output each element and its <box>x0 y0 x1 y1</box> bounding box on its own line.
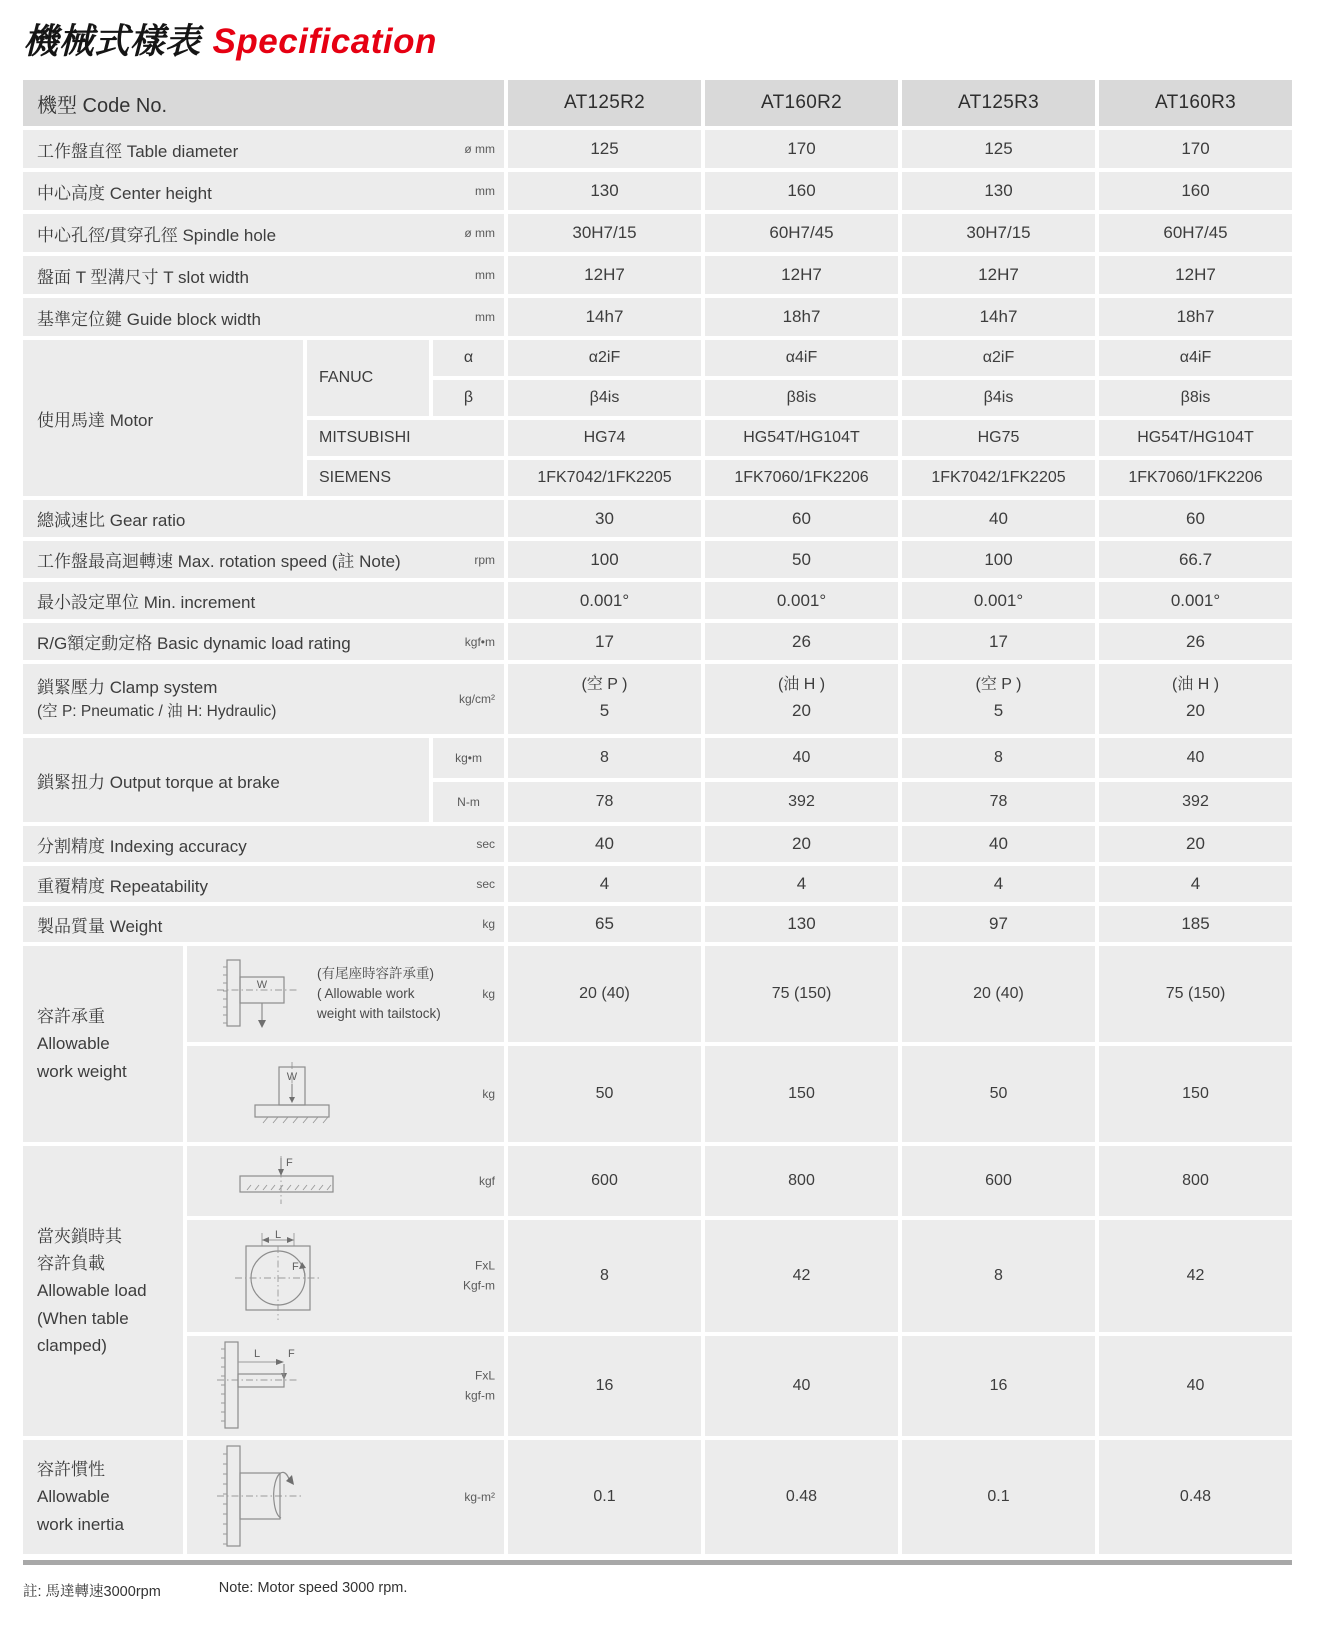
row-label-cell <box>23 582 504 619</box>
table-row-gear-ratio <box>23 500 1292 537</box>
row-label-cell <box>23 500 504 537</box>
svg-text:L: L <box>274 1230 282 1241</box>
cell-value: β4is <box>902 380 1095 416</box>
cell-value: 8 <box>902 738 1095 778</box>
table-row-min-increment <box>23 582 1292 619</box>
tailstock-weight-diagram-icon <box>217 957 301 1031</box>
cell-value: 0.001° <box>902 582 1095 619</box>
cell-value: 40 <box>902 826 1095 862</box>
cell-value: 100 <box>902 541 1095 578</box>
row-unit: kgf•m <box>464 634 495 649</box>
work-weight-label-en2: work weight <box>37 1061 127 1081</box>
cell-value: 160 <box>705 172 898 210</box>
cell-value: 0.48 <box>1099 1440 1292 1554</box>
allowable-load-label <box>23 1146 183 1436</box>
footnote <box>23 1580 1340 1601</box>
moment-load-diagram-icon <box>217 1340 303 1432</box>
thrust-load-diagram-icon <box>237 1156 337 1206</box>
row-unit: kg <box>482 917 495 931</box>
cell-value: 185 <box>1099 906 1292 942</box>
cell-value: 0.001° <box>1099 582 1292 619</box>
cell-value: 0.1 <box>902 1440 1095 1554</box>
cell-value: 14h7 <box>508 298 701 336</box>
torque-section <box>23 738 1292 822</box>
cell-value: 8 <box>508 1220 701 1332</box>
cell-value: 40 <box>1099 738 1292 778</box>
clamp-pressure: 5 <box>599 701 610 721</box>
cell-value: 170 <box>1099 130 1292 168</box>
row-unit <box>463 1256 495 1297</box>
clamp-type: (空 P ) <box>975 676 1022 694</box>
cell-value: 60 <box>705 500 898 537</box>
row-label-cell <box>23 866 504 902</box>
cell-value: 60H7/45 <box>705 214 898 252</box>
cell-value: 16 <box>508 1336 701 1436</box>
clamp-pressure: 20 <box>792 701 811 721</box>
motor-section <box>23 340 1292 496</box>
row-label: R/G額定動定格 Basic dynamic load rating <box>37 634 351 653</box>
table-header-row <box>23 80 1292 126</box>
unit-kgfm: Kgf-m <box>462 1279 495 1293</box>
page-title-en: Specification <box>212 22 437 61</box>
cell-value: 50 <box>508 1046 701 1142</box>
table-row-center-height <box>23 172 1292 210</box>
inertia-label-en2: work inertia <box>37 1514 124 1534</box>
cell-value: 12H7 <box>508 256 701 294</box>
specification-table <box>23 80 1292 1554</box>
cell-value: 1FK7042/1FK2205 <box>902 460 1095 496</box>
clamp-label-line1: 鎖緊壓力 Clamp system <box>37 677 218 697</box>
work-weight-label-zh: 容許承重 <box>37 1007 105 1027</box>
cell-value: 42 <box>705 1220 898 1332</box>
row-label: 工作盤直徑 Table diameter <box>37 141 239 161</box>
cell-value: 30H7/15 <box>508 214 701 252</box>
brand-siemens: SIEMENS <box>307 460 504 496</box>
inertia-diagram-cell <box>187 1440 504 1554</box>
row-label: 分割精度 Indexing accuracy <box>37 836 247 856</box>
row-label: 中心孔徑/貫穿孔徑 Spindle hole <box>37 225 277 245</box>
cell-value: β4is <box>508 380 701 416</box>
cell-value: 130 <box>508 172 701 210</box>
cell-value: 600 <box>902 1146 1095 1216</box>
allowable-load-label-zh2: 容許負載 <box>37 1254 105 1274</box>
cell-value: 0.001° <box>508 582 701 619</box>
cell-value: 600 <box>508 1146 701 1216</box>
cell-value: 4 <box>1099 866 1292 902</box>
table-row-max-rotation-speed <box>23 541 1292 578</box>
cell-value: 20 <box>705 826 898 862</box>
cell-value: 20 (40) <box>508 946 701 1042</box>
cell-value <box>902 664 1095 734</box>
allowable-load-label-en1: Allowable load <box>37 1281 147 1301</box>
row-unit: kg <box>482 986 495 1001</box>
brand-mitsubishi: MITSUBISHI <box>307 420 504 456</box>
cell-value: 100 <box>508 541 701 578</box>
clamp-type: (油 H ) <box>777 676 826 694</box>
cell-value: 20 <box>1099 826 1292 862</box>
cell-value: 130 <box>902 172 1095 210</box>
cell-value: 30H7/15 <box>902 214 1095 252</box>
row-unit: mm <box>475 184 495 198</box>
allowable-load-section <box>23 1146 1292 1436</box>
svg-text:W: W <box>286 1071 298 1083</box>
svg-text:F: F <box>288 1348 295 1360</box>
svg-text:F: F <box>286 1157 293 1169</box>
table-row-repeatability <box>23 866 1292 902</box>
cell-value: 392 <box>1099 782 1292 822</box>
cell-value: 1FK7042/1FK2205 <box>508 460 701 496</box>
cell-value: 40 <box>705 1336 898 1436</box>
row-label: 工作盤最高迴轉速 Max. rotation speed (註 Note) <box>37 552 401 571</box>
row-unit: mm <box>475 310 495 324</box>
cell-value: HG54T/HG104T <box>705 420 898 456</box>
header-model-at160r3: AT160R3 <box>1099 80 1292 126</box>
cell-value: β8is <box>705 380 898 416</box>
row-label-cell <box>23 906 504 942</box>
svg-text:L: L <box>253 1348 261 1360</box>
cell-value: 30 <box>508 500 701 537</box>
cell-value: 800 <box>1099 1146 1292 1216</box>
row-unit: kg/cm² <box>459 692 495 706</box>
svg-text:F: F <box>292 1261 299 1273</box>
row-label-cell <box>23 256 504 294</box>
header-model-at125r2: AT125R2 <box>508 80 701 126</box>
row-unit: kgf <box>478 1173 495 1188</box>
clamp-label <box>37 675 459 724</box>
row-unit <box>465 1366 495 1407</box>
cell-value: 17 <box>508 623 701 660</box>
cell-value: 26 <box>1099 623 1292 660</box>
cell-value: 18h7 <box>705 298 898 336</box>
row-unit: kg <box>482 1086 495 1101</box>
cell-value: 17 <box>902 623 1095 660</box>
tailstock-note <box>317 964 441 1025</box>
cell-value: 40 <box>1099 1336 1292 1436</box>
tailstock-diagram-cell <box>187 946 504 1042</box>
cell-value: 60H7/45 <box>1099 214 1292 252</box>
tangential-load-diagram-icon <box>233 1230 323 1322</box>
cell-value: 4 <box>902 866 1095 902</box>
svg-text:W: W <box>256 979 268 991</box>
tailstock-note-zh: (有尾座時容許承重) <box>317 965 434 981</box>
table-row-spindle-hole <box>23 214 1292 252</box>
cell-value: 12H7 <box>902 256 1095 294</box>
allowable-work-weight-section <box>23 946 1292 1142</box>
brand-fanuc: FANUC <box>307 340 429 416</box>
work-weight-label <box>23 946 183 1142</box>
row-unit: mm <box>475 268 495 282</box>
cell-value: 50 <box>902 1046 1095 1142</box>
page-title <box>23 14 1340 64</box>
unit-fxl: FxL <box>474 1258 495 1273</box>
inertia-label <box>23 1440 183 1554</box>
cell-value <box>705 664 898 734</box>
clamp-type: (油 H ) <box>1171 676 1220 694</box>
inertia-label-en1: Allowable <box>37 1487 110 1507</box>
cell-value: 170 <box>705 130 898 168</box>
cell-value: 130 <box>705 906 898 942</box>
clamp-pressure: 20 <box>1186 701 1205 721</box>
fanuc-alpha-symbol: α <box>433 340 504 376</box>
cell-value: 40 <box>508 826 701 862</box>
cell-value: 800 <box>705 1146 898 1216</box>
thrust-load-diagram-cell <box>187 1146 504 1216</box>
row-unit: sec <box>476 837 495 851</box>
row-label-cell <box>23 664 504 734</box>
cell-value: 18h7 <box>1099 298 1292 336</box>
row-label: 中心高度 Center height <box>37 183 212 203</box>
page-title-zh: 機械式樣表 <box>23 22 201 61</box>
cell-value: 66.7 <box>1099 541 1292 578</box>
cell-value: 125 <box>508 130 701 168</box>
row-label-cell <box>23 130 504 168</box>
torque-label: 鎖緊扭力 Output torque at brake <box>23 738 429 822</box>
cell-value: 12H7 <box>1099 256 1292 294</box>
header-code-no: 機型 Code No. <box>23 80 504 126</box>
cell-value: α4iF <box>1099 340 1292 376</box>
cell-value: 97 <box>902 906 1095 942</box>
cell-value: β8is <box>1099 380 1292 416</box>
vertical-weight-diagram-icon <box>249 1062 335 1126</box>
footnote-zh: 註: 馬達轉速3000rpm <box>23 1584 161 1600</box>
cell-value: 60 <box>1099 500 1292 537</box>
cell-value: 8 <box>508 738 701 778</box>
cell-value: 0.1 <box>508 1440 701 1554</box>
unit-kgfm: kgf-m <box>465 1389 495 1403</box>
work-weight-label-en1: Allowable <box>37 1034 110 1054</box>
allowable-load-label-en3: clamped) <box>37 1335 107 1355</box>
row-label: 重覆精度 Repeatability <box>37 876 209 896</box>
cell-value <box>508 664 701 734</box>
inertia-diagram-icon <box>217 1444 307 1550</box>
cell-value: 40 <box>902 500 1095 537</box>
table-row-table-diameter <box>23 130 1292 168</box>
cell-value: 160 <box>1099 172 1292 210</box>
clamp-type: (空 P ) <box>581 676 628 694</box>
row-label: 基準定位鍵 Guide block width <box>37 309 261 329</box>
footnote-en: Note: Motor speed 3000 rpm. <box>218 1580 408 1596</box>
row-unit: ø mm <box>464 142 495 156</box>
row-label: 總減速比 Gear ratio <box>37 511 186 530</box>
cell-value: 78 <box>902 782 1095 822</box>
clamp-pressure: 5 <box>993 701 1004 721</box>
motor-label: 使用馬達 Motor <box>23 340 303 496</box>
tailstock-note-en2: weight with tailstock) <box>317 1006 441 1022</box>
table-row-indexing-accuracy <box>23 826 1292 862</box>
cell-value: HG74 <box>508 420 701 456</box>
row-label-cell <box>23 826 504 862</box>
cell-value: 150 <box>705 1046 898 1142</box>
cell-value: 20 (40) <box>902 946 1095 1042</box>
cell-value: 65 <box>508 906 701 942</box>
row-label-cell <box>23 541 504 578</box>
inertia-label-zh: 容許慣性 <box>37 1460 105 1480</box>
cell-value: 4 <box>705 866 898 902</box>
tangential-load-diagram-cell <box>187 1220 504 1332</box>
table-row-clamp-system <box>23 664 1292 734</box>
row-unit: ø mm <box>464 226 495 240</box>
fanuc-beta-symbol: β <box>433 380 504 416</box>
cell-value: 16 <box>902 1336 1095 1436</box>
row-label: 製品質量 Weight <box>37 916 163 936</box>
cell-value: HG54T/HG104T <box>1099 420 1292 456</box>
header-model-at125r3: AT125R3 <box>902 80 1095 126</box>
cell-value: 0.48 <box>705 1440 898 1554</box>
row-label: 盤面 T 型溝尺寸 T slot width <box>37 267 249 287</box>
table-row-weight <box>23 906 1292 942</box>
tailstock-note-en1: ( Allowable work <box>317 985 415 1001</box>
moment-load-diagram-cell <box>187 1336 504 1436</box>
torque-unit-kgm: kg•m <box>433 738 504 778</box>
cell-value: 26 <box>705 623 898 660</box>
table-bottom-rule <box>23 1560 1292 1565</box>
row-label: 最小設定單位 Min. increment <box>37 593 256 612</box>
cell-value: 150 <box>1099 1046 1292 1142</box>
allowable-load-label-en2: (When table <box>37 1308 129 1328</box>
cell-value: 75 (150) <box>1099 946 1292 1042</box>
cell-value: 392 <box>705 782 898 822</box>
cell-value: α4iF <box>705 340 898 376</box>
cell-value: 4 <box>508 866 701 902</box>
cell-value: HG75 <box>902 420 1095 456</box>
cell-value: 40 <box>705 738 898 778</box>
row-unit: sec <box>476 877 495 891</box>
table-row-t-slot-width <box>23 256 1292 294</box>
row-label-cell <box>23 214 504 252</box>
allowable-work-inertia-section <box>23 1440 1292 1554</box>
row-label-cell <box>23 298 504 336</box>
cell-value: 75 (150) <box>705 946 898 1042</box>
cell-value: α2iF <box>508 340 701 376</box>
unit-fxl: FxL <box>474 1368 495 1383</box>
row-unit: rpm <box>474 552 495 567</box>
cell-value: 0.001° <box>705 582 898 619</box>
vertical-weight-diagram-cell <box>187 1046 504 1142</box>
row-label-cell <box>23 623 504 660</box>
table-row-dynamic-load-rating <box>23 623 1292 660</box>
clamp-label-line2: (空 P: Pneumatic / 油 H: Hydraulic) <box>37 703 277 721</box>
cell-value: 78 <box>508 782 701 822</box>
cell-value: 50 <box>705 541 898 578</box>
allowable-load-label-zh1: 當夾鎖時其 <box>37 1227 122 1247</box>
cell-value: 8 <box>902 1220 1095 1332</box>
torque-unit-nm: N-m <box>433 782 504 822</box>
cell-value <box>1099 664 1292 734</box>
row-unit: kg-m² <box>464 1489 495 1504</box>
cell-value: 125 <box>902 130 1095 168</box>
cell-value: 12H7 <box>705 256 898 294</box>
cell-value: 1FK7060/1FK2206 <box>705 460 898 496</box>
cell-value: 1FK7060/1FK2206 <box>1099 460 1292 496</box>
cell-value: 14h7 <box>902 298 1095 336</box>
cell-value: 42 <box>1099 1220 1292 1332</box>
table-row-guide-block-width <box>23 298 1292 336</box>
header-model-at160r2: AT160R2 <box>705 80 898 126</box>
cell-value: α2iF <box>902 340 1095 376</box>
row-label-cell <box>23 172 504 210</box>
